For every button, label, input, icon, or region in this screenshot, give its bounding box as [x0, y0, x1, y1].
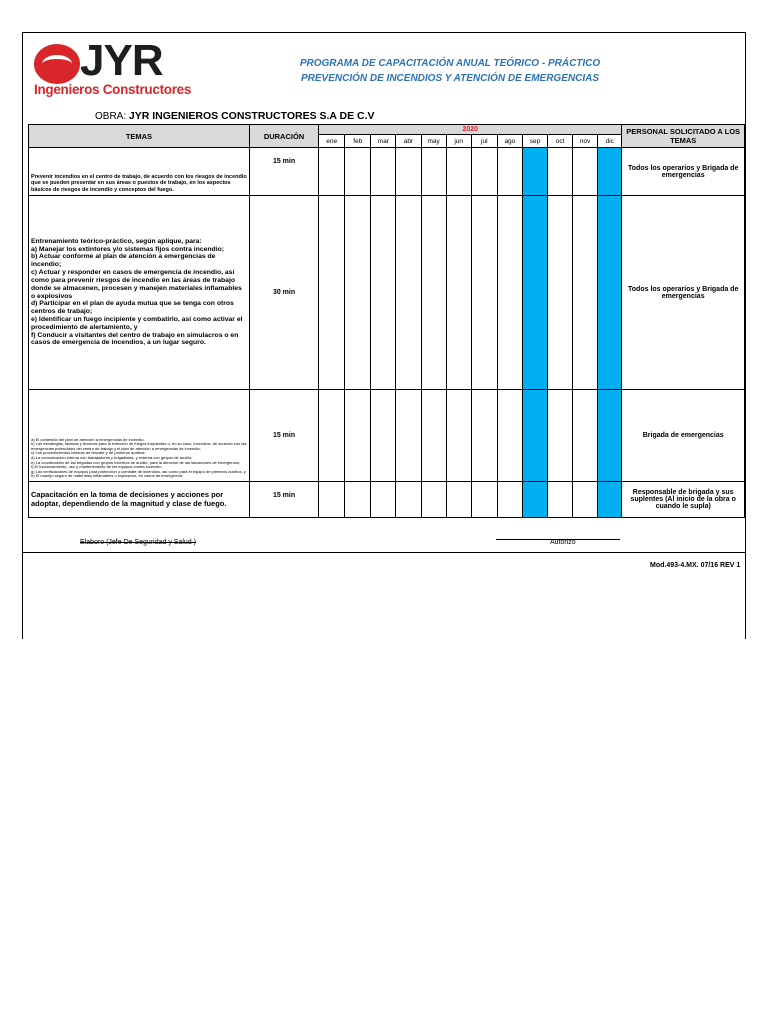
duracion-cell: 30 min [249, 196, 318, 390]
duracion-cell: 15 min [249, 482, 318, 518]
month-cell [497, 482, 522, 518]
month-header: jun [446, 135, 471, 148]
month-cell [471, 196, 497, 390]
personal-cell: Brigada de emergencias [622, 390, 745, 482]
month-cell [446, 390, 471, 482]
month-cell [548, 148, 573, 196]
month-cell [421, 196, 446, 390]
month-cell [522, 196, 547, 390]
col-header-personal: PERSONAL SOLICITADO A LOS TEMAS [622, 125, 745, 148]
obra-line [95, 110, 375, 122]
month-header: ene [319, 135, 345, 148]
month-header: sep [522, 135, 547, 148]
month-cell [319, 390, 345, 482]
company-logo [34, 36, 192, 102]
month-cell [522, 148, 547, 196]
month-header: jul [471, 135, 497, 148]
training-table [28, 124, 745, 518]
month-cell [471, 390, 497, 482]
logo-subtitle: Ingenieros Constructores [34, 82, 192, 97]
month-cell [598, 482, 622, 518]
month-cell [319, 148, 345, 196]
month-cell [319, 196, 345, 390]
month-cell [371, 148, 396, 196]
duracion-cell: 15 min [249, 390, 318, 482]
col-header-temas: TEMAS [29, 125, 250, 148]
month-header: mar [371, 135, 396, 148]
month-header: may [421, 135, 446, 148]
table-row [29, 196, 745, 390]
divider [22, 552, 745, 553]
month-cell [371, 390, 396, 482]
month-cell [345, 148, 371, 196]
month-header: abr [396, 135, 421, 148]
obra-label: OBRA: [95, 111, 127, 122]
month-header: oct [548, 135, 573, 148]
personal-cell: Todos los operarios y Brigada de emergencias [622, 148, 745, 196]
autorizo-label: Autorizo [550, 539, 576, 546]
month-header: nov [573, 135, 598, 148]
elaboro-label: Elaboro (Jefe De Seguridad y Salud ) [80, 539, 196, 546]
logo-text: JYR [80, 36, 163, 85]
month-header: feb [345, 135, 371, 148]
month-cell [446, 148, 471, 196]
month-cell [522, 482, 547, 518]
form-code: Mod.493-4.MX. 07/16 REV 1 [650, 562, 741, 569]
month-cell [345, 196, 371, 390]
month-cell [548, 390, 573, 482]
month-cell [548, 482, 573, 518]
obra-value: JYR INGENIEROS CONSTRUCTORES S.A DE C.V [128, 110, 375, 122]
month-cell [371, 482, 396, 518]
month-cell [421, 390, 446, 482]
month-cell [522, 390, 547, 482]
month-cell [497, 148, 522, 196]
month-cell [345, 390, 371, 482]
divider [22, 628, 23, 638]
personal-cell: Todos los operarios y Brigada de emergencias [622, 196, 745, 390]
month-cell [421, 482, 446, 518]
month-cell [573, 196, 598, 390]
month-cell [345, 482, 371, 518]
month-cell [497, 390, 522, 482]
month-cell [371, 196, 396, 390]
month-cell [573, 482, 598, 518]
month-cell [396, 390, 421, 482]
month-cell [471, 482, 497, 518]
table-row [29, 390, 745, 482]
month-cell [396, 482, 421, 518]
month-header: dic [598, 135, 622, 148]
month-cell [446, 196, 471, 390]
month-cell [598, 148, 622, 196]
tema-cell: Capacitación en la toma de decisiones y acciones por adoptar, dependiendo de la magnitud y clase de fuego. [29, 482, 250, 518]
duracion-cell: 15 min [249, 148, 318, 196]
personal-cell: Responsable de brigada y sus suplentes (Al inicio de la obra o cuando le supla) [622, 482, 745, 518]
logo-emblem-icon [34, 44, 80, 84]
month-header: ago [497, 135, 522, 148]
month-cell [471, 148, 497, 196]
tema-cell: Entrenamiento teórico-práctico, según aplique, para: a) Manejar los extintores y/o sistemas fijos contra incendio; b) Actuar conforme al plan de atención a emergencias de incendio; c) Actuar y responder en casos de emergencia de incendio, así como para prevenir riesgos de incendio en las áreas de trabajo donde se almacenen, procesen y manejen materiales inflamables o explosivos d) Participar en el plan de ayuda mutua que se tenga con otros centros de trabajo; e) Identificar un fuego incipiente y combatirlo, así como activar el procedimiento de alertamiento, y f) Conducir a visitantes del centro de trabajo en simulacros o en casos de emergencia de incendios, a un lugar seguro. [29, 196, 250, 390]
tema-cell: Prevenir incendios en el centro de trabajo, de acuerdo con los riesgos de incendio que se pueden presentar en sus áreas o puestos de trabajo, en los aspectos básicos de riesgos de incendio y conceptos del fuego. [29, 148, 250, 196]
year-header: 2020 [319, 125, 622, 135]
month-cell [396, 196, 421, 390]
month-cell [598, 196, 622, 390]
month-cell [446, 482, 471, 518]
month-cell [573, 148, 598, 196]
col-header-duracion: DURACIÓN [249, 125, 318, 148]
month-cell [598, 390, 622, 482]
month-cell [421, 148, 446, 196]
table-row [29, 148, 745, 196]
month-cell [396, 148, 421, 196]
doc-title: PROGRAMA DE CAPACITACIÓN ANUAL TEÓRICO - PRÁCTICO [299, 58, 601, 69]
table-row [29, 482, 745, 518]
month-cell [548, 196, 573, 390]
month-cell [497, 196, 522, 390]
doc-subtitle: PREVENCIÓN DE INCENDIOS Y ATENCIÓN DE EMERGENCIAS [300, 73, 599, 84]
tema-cell: a) El contenido del plan de atención a emergencias de incendio. b) Las estrategias, tácticas y técnicas para la extinción de fuegos incipientes o, en su caso, incendios, de acuerdo con las emergencias potenciales del centro de trabajo y el plan de atención a emergencias de incendio; c) Los procedimientos básicos de rescate y de primeros auxilios; d) La comunicación interna con trabajadores y brigadistas, y externa con grupos de auxilio; e) La coordinación de las brigadas con grupos externos de auxilio, para la atención de las situaciones de emergencia; f) El funcionamiento, uso y mantenimiento de los equipos contra incendio; g) Las verificaciones de equipos para protección y combate de incendios, así como para el equipo de primeros auxilios, y h) El manejo seguro de materiales inflamables o explosivos, en casos de emergencia [29, 390, 250, 482]
month-cell [573, 390, 598, 482]
month-cell [319, 482, 345, 518]
